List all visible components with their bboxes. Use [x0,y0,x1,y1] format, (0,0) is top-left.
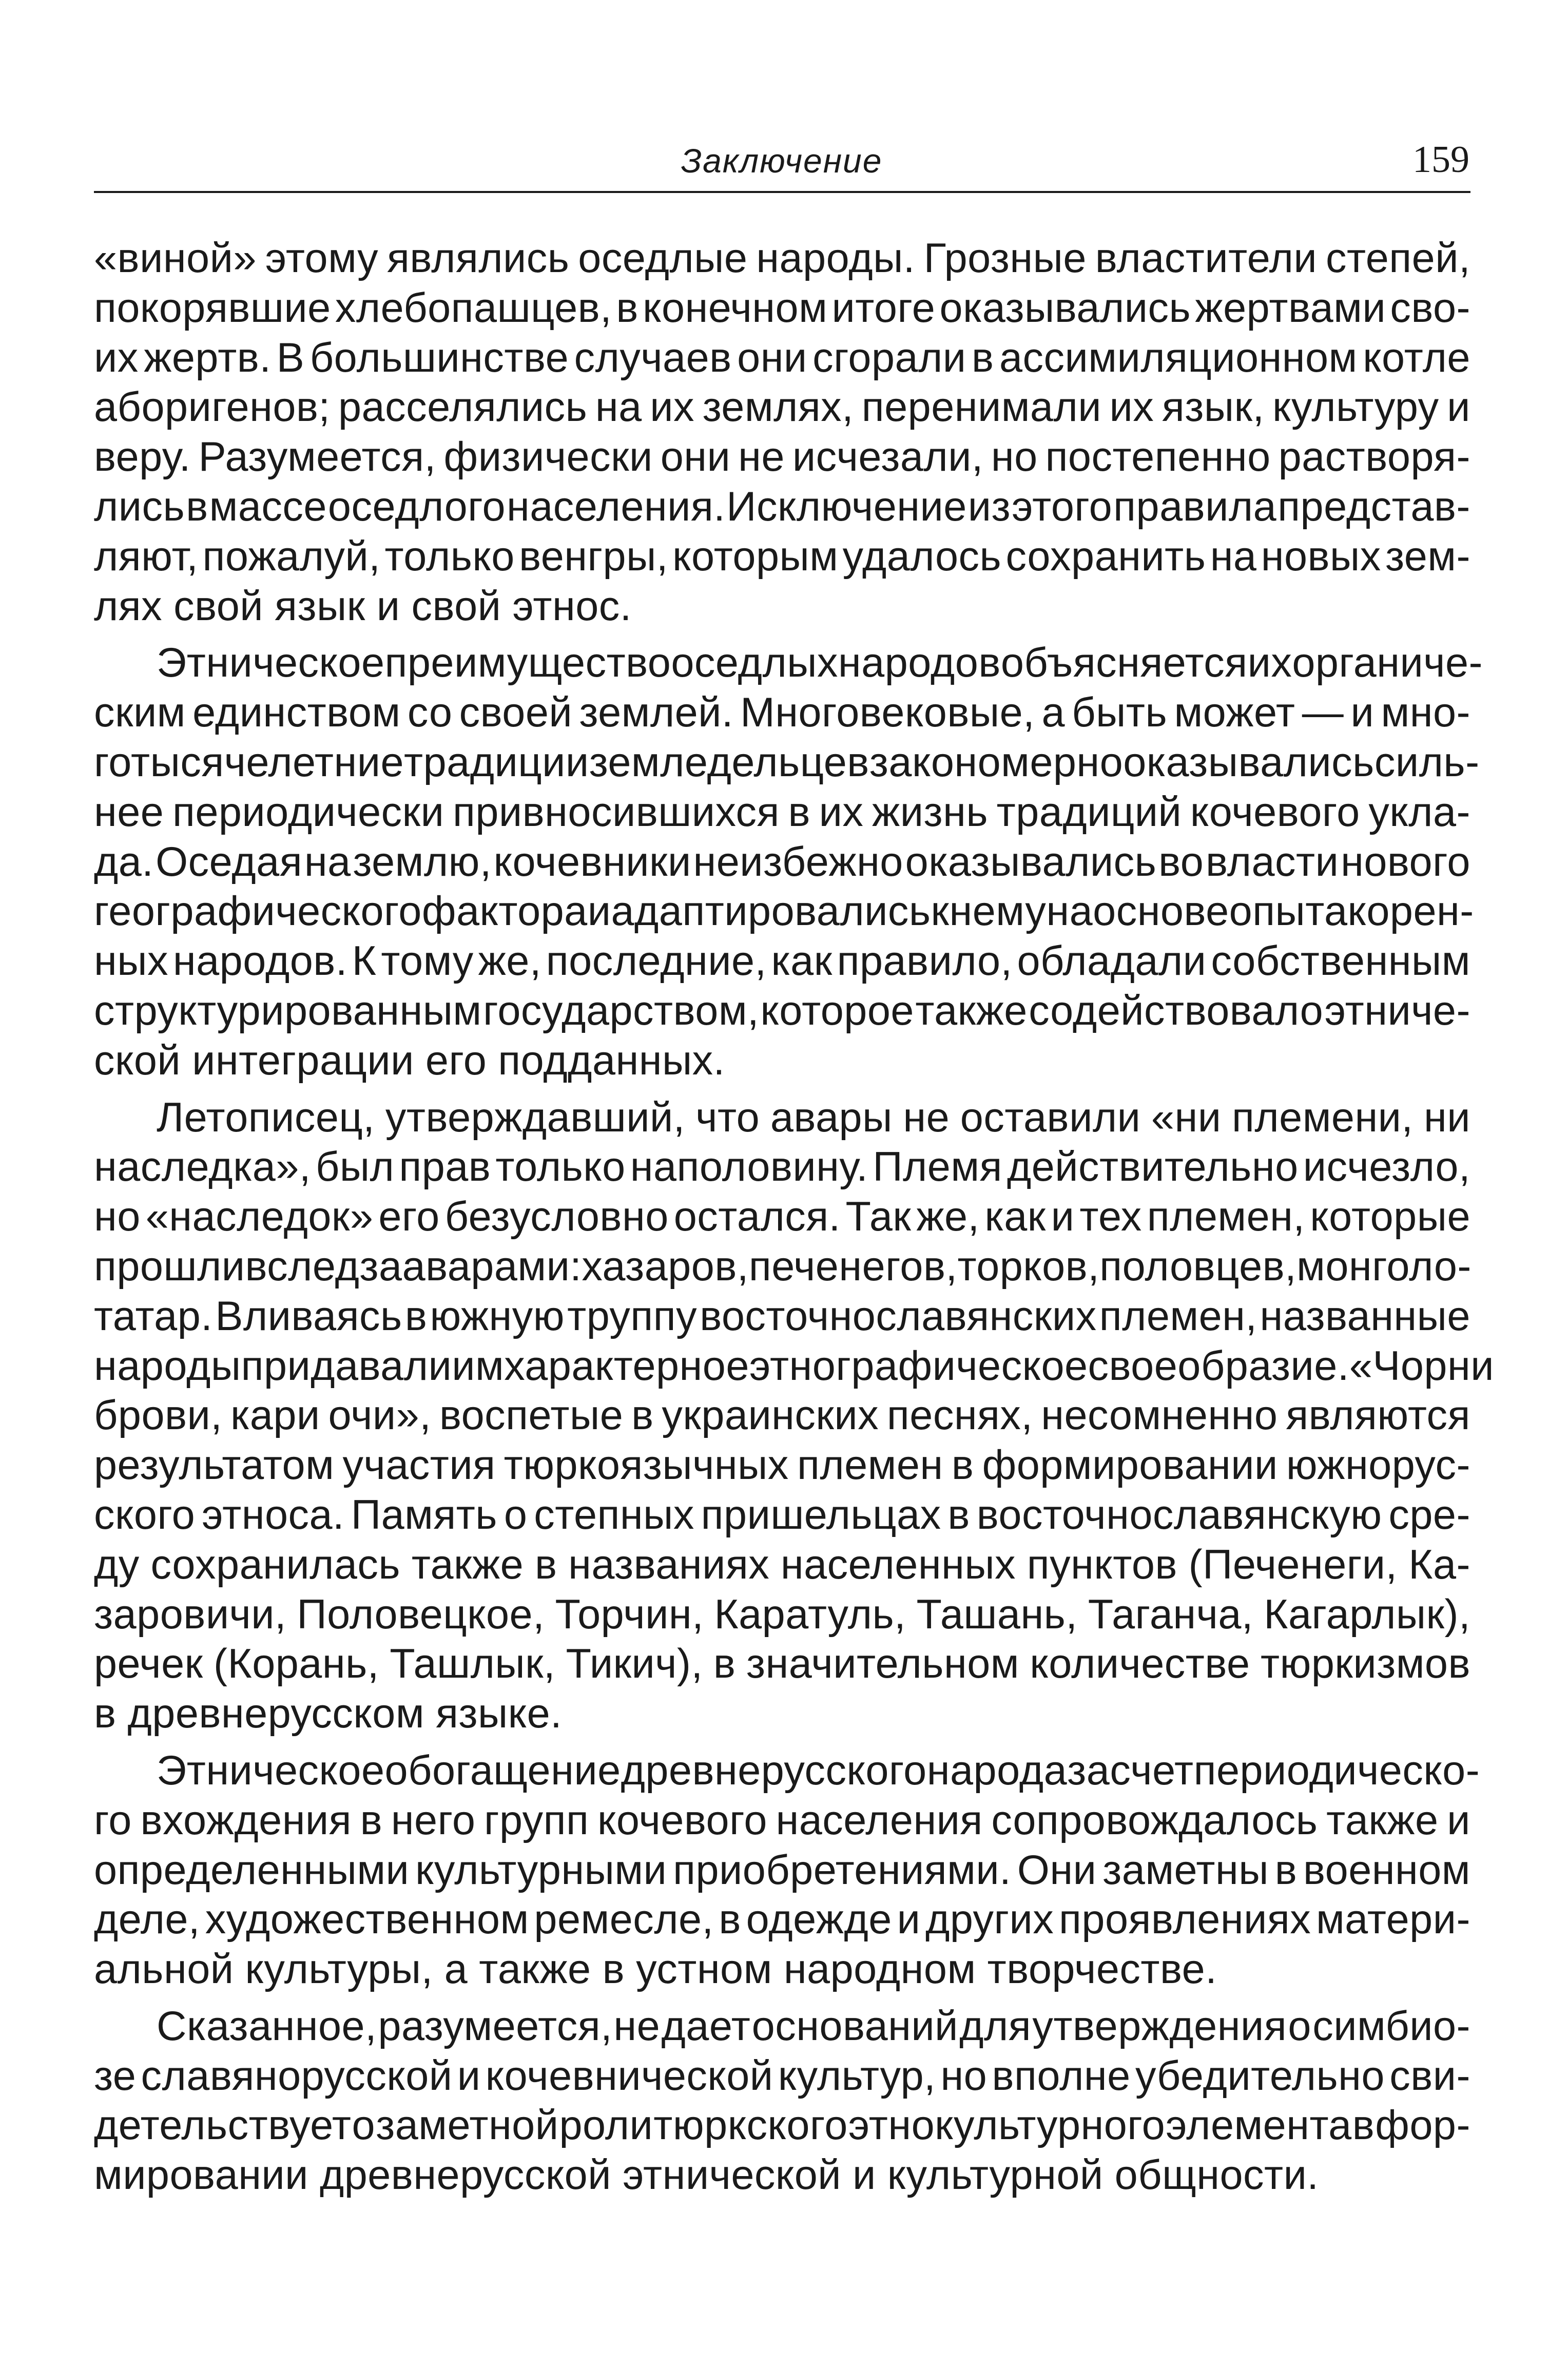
text-line: прошли вслед за аварами: хазаров, печенегов, торков, половцев, монголо- [94,1243,1472,1290]
paragraph-gap [94,631,1470,638]
text-line: Летописец, утверждавший, что авары не оставили «ни племени, ни [157,1094,1470,1141]
paragraph-gap [94,1086,1470,1093]
text-line: но «наследок» его безусловно остался. Так же, как и тех племен, которые [94,1194,1470,1240]
text-line: зе славянорусской и кочевнической культур, но вполне убедительно сви- [94,2052,1470,2099]
text-line: ского этноса. Память о степных пришельцах в восточнославянскую сре- [94,1491,1470,1538]
text-line: лись в массе оседлого населения. Исключение из этого правила представ- [94,483,1470,530]
text-line: Этническое преимущество оседлых народов объясняется их органиче- [157,640,1483,686]
text-line: наследка», был прав только наполовину. Племя действительно исчезло, [94,1144,1470,1190]
paragraph [94,1093,1494,1739]
text-line: их жертв. В большинстве случаев они сгорали в ассимиляционном котле [94,334,1470,381]
paragraph [94,2002,1470,2200]
text-line: ским единством со своей землей. Многовековые, а быть может — и мно- [94,689,1470,736]
text-line: татар. Вливаясь в южную труппу восточнославянских племен, названные [94,1293,1470,1339]
paragraph-gap [94,1739,1470,1746]
text-line: Этническое обогащение древнерусского народа за счет периодическо- [157,1747,1480,1794]
text-line: веру. Разумеется, физически они не исчезали, но постепенно растворя- [94,434,1470,480]
paragraph-gap [94,1994,1470,2002]
running-title: Заключение [681,142,883,180]
text-line: Сказанное, разумеется, не дает оснований для утверждения о симбио- [157,2003,1470,2049]
text-line: нее периодически привносившихся в их жизнь традиций кочевого укла- [94,789,1470,835]
text-line: ляют, пожалуй, только венгры, которым удалось сохранить на новых зем- [94,533,1470,580]
paragraph [94,1746,1480,1994]
text-line: в древнерусском языке. [94,1690,563,1737]
text-line: мировании древнерусской этнической и культурной общности. [94,2152,1319,2199]
paragraph [94,234,1470,631]
text-line: «виной» этому являлись оседлые народы. Грозные властители степей, [94,235,1470,281]
text-line: альной культуры, а также в устном народном творчестве. [94,1946,1217,1993]
body-text [94,234,1494,2200]
text-line: аборигенов; расселялись на их землях, перенимали их язык, культуру и [94,384,1470,431]
running-head [94,136,1469,193]
text-line: структурированным государством, которое также содействовало этниче- [94,987,1470,1034]
header-rule [94,191,1470,193]
text-line: ду сохранилась также в названиях населенных пунктов (Печенеги, Ка- [94,1541,1470,1588]
text-line: географического фактора и адаптировались к нему на основе опыта корен- [94,888,1474,935]
text-line: заровичи, Половецкое, Торчин, Каратуль, Ташань, Таганча, Кагарлык), [94,1591,1470,1638]
text-line: да. Оседая на землю, кочевники неизбежно оказывались во власти нового [94,838,1470,885]
text-line: деле, художественном ремесле, в одежде и других проявлениях матери- [94,1896,1470,1943]
text-line: ской интеграции его подданных. [94,1037,725,1084]
text-line: народы придавали им характерное этнографическое своеобразие. «Чорни [94,1342,1494,1389]
text-line: лях свой язык и свой этнос. [94,583,632,629]
text-line: результатом участия тюркоязычных племен в формировании южнорус- [94,1442,1470,1489]
text-line: ных народов. К тому же, последние, как правило, обладали собственным [94,938,1470,985]
text-line: готысячелетние традиции земледельцев закономерно оказывались силь- [94,739,1480,785]
text-line: го вхождения в него групп кочевого населения сопровождалось также и [94,1797,1470,1843]
text-line: покорявшие хлебопашцев, в конечном итоге оказывались жертвами сво- [94,284,1470,331]
page-number: 159 [1412,139,1469,181]
text-line: определенными культурными приобретениями. Они заметны в военном [94,1847,1470,1893]
text-line: брови, кари очи», воспетые в украинских песнях, несомненно являются [94,1392,1470,1439]
text-line: речек (Корань, Ташлык, Тикич), в значительном количестве тюркизмов [94,1641,1470,1687]
text-line: детельствует о заметной роли тюркского этнокультурного элемента в фор- [94,2102,1470,2149]
paragraph [94,638,1483,1085]
